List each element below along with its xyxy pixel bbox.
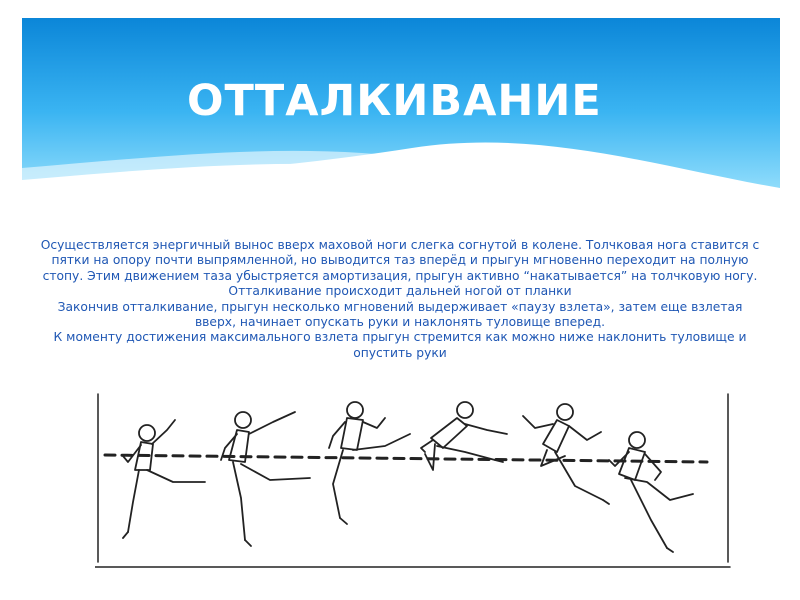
athlete-phase-1 xyxy=(123,420,205,538)
athlete-phase-2 xyxy=(221,412,310,546)
paragraph-max-height: К моменту достижения максимального взлета прыгун стремится как можно ниже наклонить туловище и опустить руки xyxy=(53,330,747,360)
paragraph-flight-pause: Закончив отталкивание, прыгун несколько мгновений выдерживает «паузу взлета», затем еще взлетая вверх, начинает опускать руки и наклонять туловище вперед. xyxy=(57,299,743,330)
paragraph-takeoff: Осуществляется энергичный вынос вверх маховой ноги слегка согнутой в колене. Толчковая нога ставится с пятки на опору почти выпрямленной, но выводится таз вперёд и прыгун мгновенно переходит на полную стопу. Этим движением таза убыстряется амортизация, прыгун активно “накатывается” на толчковую ногу. Отталкивание происходит дальней ногой от планки xyxy=(40,238,760,299)
athlete-phase-3 xyxy=(329,402,410,524)
high-jump-phases-figure xyxy=(95,390,735,572)
high-jump-phases-drawing xyxy=(95,390,735,572)
header-banner xyxy=(22,18,780,233)
athlete-phase-5 xyxy=(523,404,609,504)
slide-title: ОТТАЛКИВАНИЕ xyxy=(187,76,602,126)
body-text xyxy=(40,238,760,361)
athlete-phase-6 xyxy=(609,432,693,552)
crossbar xyxy=(105,455,707,462)
